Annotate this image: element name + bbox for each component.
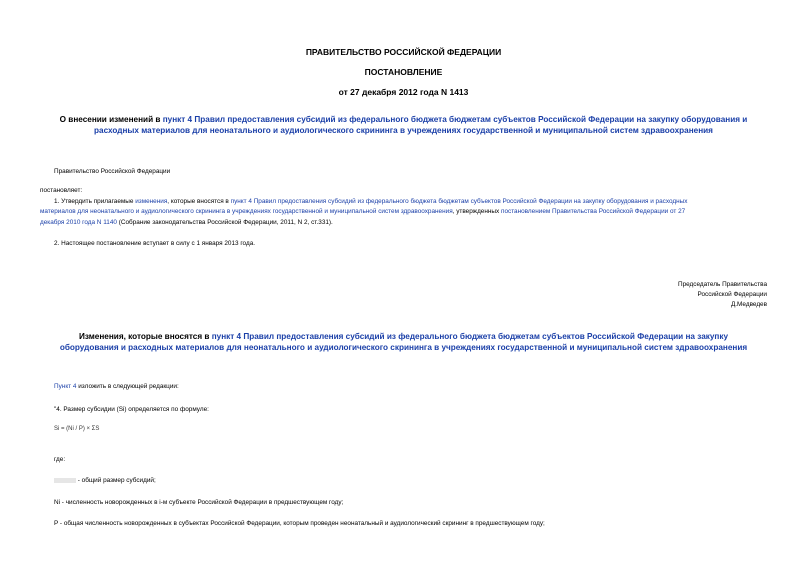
body-intro-rest: изложить в следующей редакции: <box>76 383 179 390</box>
rules-link-part2[interactable]: материалов для неонатального и аудиологического скрининга в учреждениях государственной и муниципальной систем здравоохранения <box>40 208 453 215</box>
paragraph-1-line-3 <box>40 218 333 227</box>
changes-prefix: Изменения, которые вносятся в <box>79 332 212 341</box>
resolution-link-part1[interactable]: постановлением Правительства Российской Федерации от 27 <box>500 208 686 215</box>
formula-image: Si = (Ni / P) × ΣS <box>54 426 100 432</box>
p1-text-c: , утвержденных <box>452 208 501 215</box>
resolves-text: постановляет: <box>40 187 83 194</box>
document-title <box>52 115 755 136</box>
definition-1-text: - общий размер субсидий; <box>76 477 156 484</box>
paragraph-2: 2. Настоящее постановление вступает в силу с 1 января 2013 года. <box>54 240 256 247</box>
signature-name: Д.Медведев <box>730 301 767 308</box>
where-label: где: <box>54 456 66 463</box>
p1-text-a: 1. Утвердить прилагаемые <box>54 198 136 205</box>
document-date: от 27 декабря 2012 года N 1413 <box>338 87 469 97</box>
title-prefix: О внесении изменений в <box>59 115 163 124</box>
paragraph-1-line-1 <box>54 197 687 206</box>
point-4-link[interactable]: Пункт 4 <box>54 383 77 390</box>
resolution-link-part2[interactable]: декабря 2010 года N 1140 <box>40 219 117 226</box>
p1-text-d: (Собрание законодательства Российской Федерации, 2011, N 2, ст.331). <box>116 219 333 226</box>
government-header: ПРАВИТЕЛЬСТВО РОССИЙСКОЙ ФЕДЕРАЦИИ <box>305 47 502 57</box>
sum-symbol-icon <box>54 478 76 483</box>
p1-text-b: , которые вносятся в <box>167 198 231 205</box>
definition-3: P - общая численность новорожденных в субъектах Российской Федерации, которым проведен неонатальный и аудиологический скрининг в предшествующем году; <box>54 520 545 527</box>
changes-title <box>52 332 755 353</box>
formula-intro: "4. Размер субсидии (Si) определяется по формуле: <box>54 406 209 413</box>
definition-2: Ni - численность новорожденных в i-м субъекте Российской Федерации в предшествующем году; <box>54 499 344 506</box>
changes-title-link[interactable]: пункт 4 Правил предоставления субсидий из федерального бюджета бюджетам субъектов Российской Федерации на закупку оборудования и расходных материалов для неонатального и аудиологического скрининга в учреждениях государственной и муниципальной систем здравоохранения <box>59 332 748 352</box>
definition-1 <box>54 476 156 485</box>
signature-position: Председатель Правительства <box>678 281 767 288</box>
title-link[interactable]: пункт 4 Правил предоставления субсидий из федерального бюджета бюджетам субъектов Российской Федерации на закупку оборудования и расходных материалов для неонатального и аудиологического скрининга в учреждениях государственной и муниципальной систем здравоохранения <box>94 115 748 135</box>
changes-link[interactable]: изменения <box>135 198 168 205</box>
preamble: Правительство Российской Федерации <box>54 168 171 175</box>
document-type: ПОСТАНОВЛЕНИЕ <box>364 67 443 77</box>
paragraph-1-line-2 <box>40 207 685 216</box>
rules-link-part1[interactable]: пункт 4 Правил предоставления субсидий из федерального бюджета бюджетам субъектов Российской Федерации на закупку оборудования и расходных <box>230 198 688 205</box>
body-intro <box>54 382 179 391</box>
signature-block <box>678 280 767 310</box>
signature-country: Российской Федерации <box>697 291 767 298</box>
